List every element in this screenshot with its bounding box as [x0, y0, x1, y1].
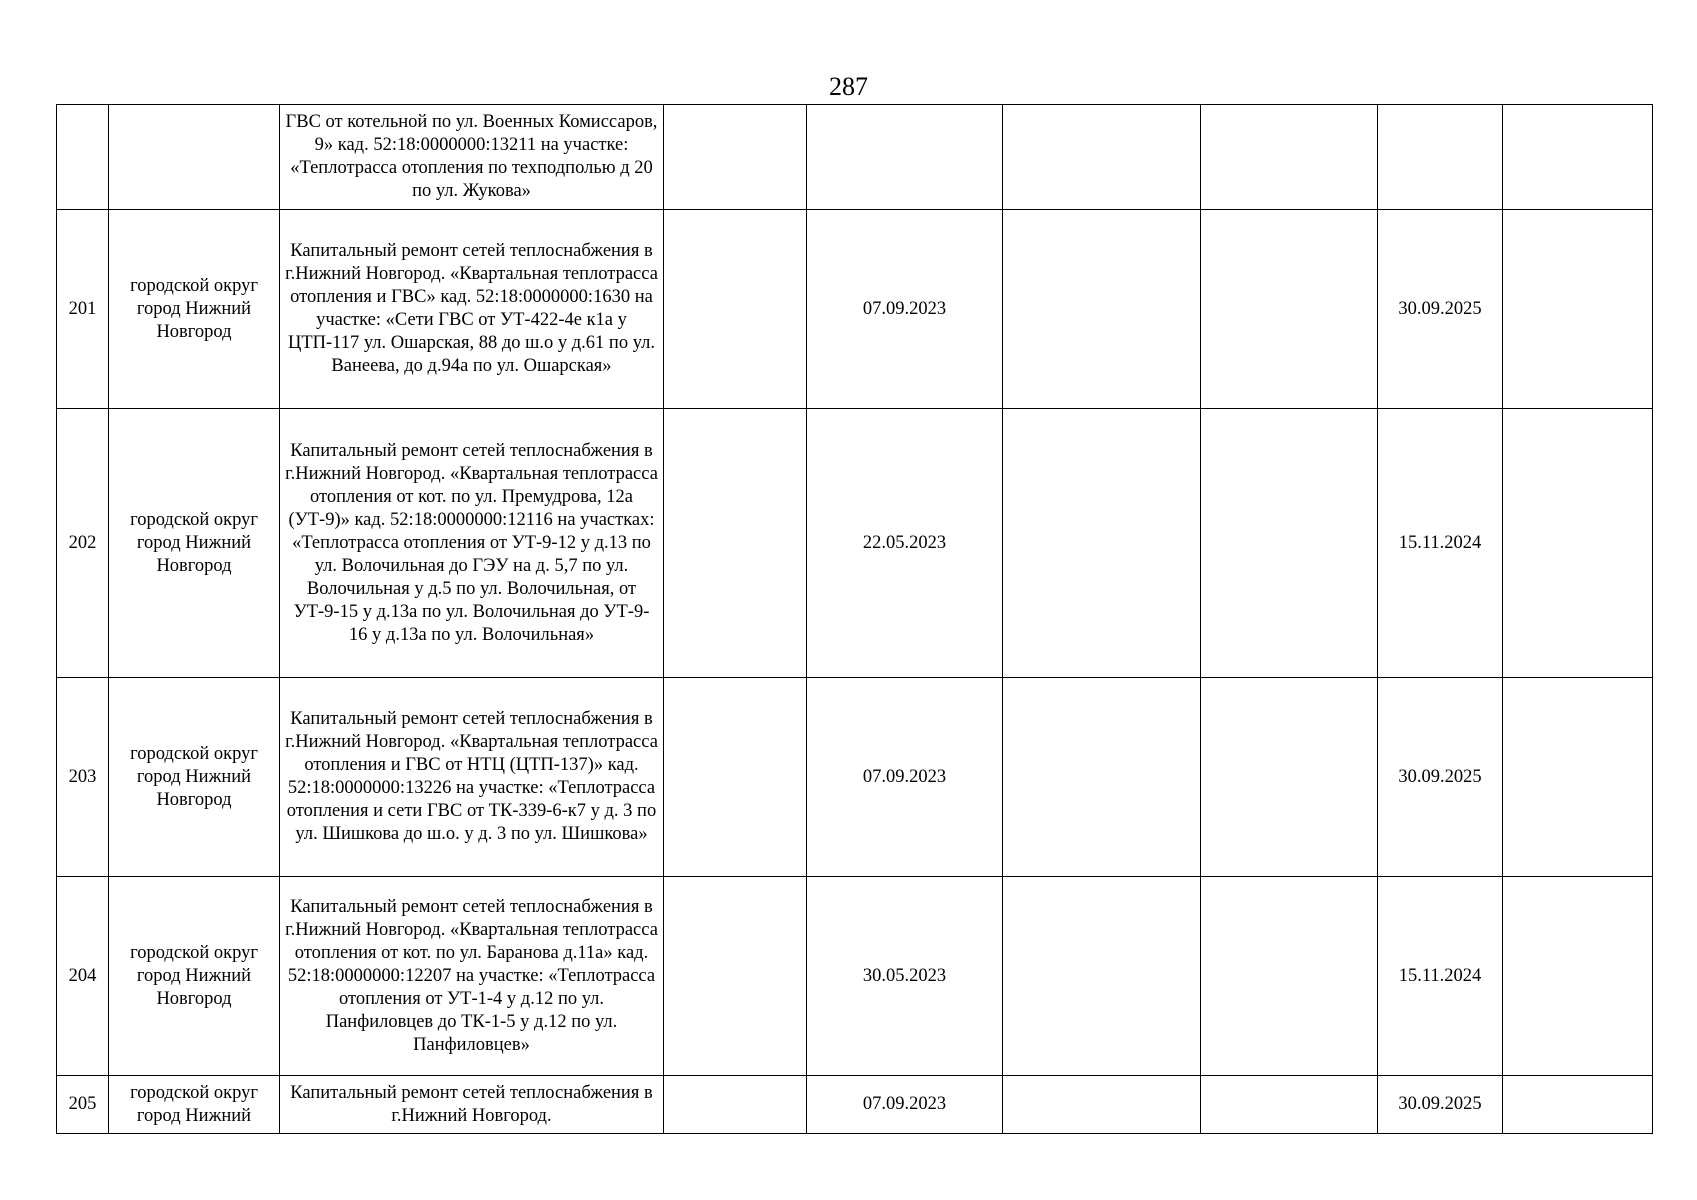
table-row — [57, 210, 1653, 409]
description-cell: Капитальный ремонт сетей теплоснабжения в г.Нижний Новгород. «Квартальная теплотрасса отопления от кот. по ул. Баранова д.11а» кад. 52:18:0000000:12207 на участке: «Теплотрасса отопления от УТ-1-4 у д.12 по ул. Панфиловцев до ТК-1-5 у д.12 по ул. Панфиловцев» — [280, 877, 664, 1076]
municipality-cell: городской округ город Нижний Новгород — [109, 409, 280, 678]
empty-cell — [1003, 1076, 1201, 1134]
start-date-cell: 07.09.2023 — [807, 1076, 1003, 1134]
empty-cell — [1503, 877, 1653, 1076]
table-row — [57, 678, 1653, 877]
end-date-cell: 15.11.2024 — [1378, 409, 1503, 678]
empty-cell — [664, 105, 807, 210]
end-date-cell: 30.09.2025 — [1378, 1076, 1503, 1134]
empty-cell — [664, 877, 807, 1076]
row-number: 202 — [57, 409, 109, 678]
municipality-cell: городской округ город Нижний Новгород — [109, 210, 280, 409]
empty-cell — [664, 210, 807, 409]
empty-cell — [1003, 210, 1201, 409]
empty-cell — [664, 409, 807, 678]
description-cell: Капитальный ремонт сетей теплоснабжения в г.Нижний Новгород. «Квартальная теплотрасса отопления от кот. по ул. Премудрова, 12а (УТ-9)» кад. 52:18:0000000:12116 на участках: «Теплотрасса отопления от УТ-9-12 у д.13 по ул. Волочильная до ГЭУ на д. 5,7 по ул. Волочильная у д.5 по ул. Волочильная, от УТ-9-15 у д.13а по ул. Волочильная до УТ-9-16 у д.13а по ул. Волочильная» — [280, 409, 664, 678]
empty-cell — [1503, 409, 1653, 678]
empty-cell — [1503, 105, 1653, 210]
empty-cell — [664, 678, 807, 877]
description-cell: ГВС от котельной по ул. Военных Комиссаров, 9» кад. 52:18:0000000:13211 на участке: «Теплотрасса отопления по техподполью д 20 по ул. Жукова» — [280, 105, 664, 210]
end-date-cell: 15.11.2024 — [1378, 877, 1503, 1076]
municipality-cell: городской округ город Нижний Новгород — [109, 877, 280, 1076]
end-date-cell: 30.09.2025 — [1378, 678, 1503, 877]
empty-cell — [1003, 877, 1201, 1076]
empty-cell — [1201, 409, 1378, 678]
empty-cell — [1503, 210, 1653, 409]
row-number: 201 — [57, 210, 109, 409]
end-date-cell: 30.09.2025 — [1378, 210, 1503, 409]
start-date-cell: 30.05.2023 — [807, 877, 1003, 1076]
empty-cell — [664, 1076, 807, 1134]
works-table — [56, 104, 1653, 1134]
start-date-cell: 22.05.2023 — [807, 409, 1003, 678]
empty-cell — [1201, 210, 1378, 409]
table-row — [57, 105, 1653, 210]
start-date-cell: 07.09.2023 — [807, 210, 1003, 409]
municipality-cell: городской округ город Нижний Новгород — [109, 678, 280, 877]
table-row — [57, 1076, 1653, 1134]
empty-cell — [1201, 1076, 1378, 1134]
description-cell: Капитальный ремонт сетей теплоснабжения в г.Нижний Новгород. «Квартальная теплотрасса отопления и ГВС от НТЦ (ЦТП-137)» кад. 52:18:0000000:13226 на участке: «Теплотрасса отопления и сети ГВС от ТК-339-6-к7 у д. 3 по ул. Шишкова до ш.о. у д. 3 по ул. Шишкова» — [280, 678, 664, 877]
row-number: 205 — [57, 1076, 109, 1134]
row-number — [57, 105, 109, 210]
row-number: 204 — [57, 877, 109, 1076]
municipality-cell — [109, 105, 280, 210]
table-row — [57, 409, 1653, 678]
start-date-cell — [807, 105, 1003, 210]
empty-cell — [1201, 105, 1378, 210]
empty-cell — [1201, 877, 1378, 1076]
page-number: 287 — [829, 72, 868, 101]
start-date-cell: 07.09.2023 — [807, 678, 1003, 877]
empty-cell — [1003, 678, 1201, 877]
municipality-cell: городской округ город Нижний — [109, 1076, 280, 1134]
empty-cell — [1003, 105, 1201, 210]
empty-cell — [1503, 1076, 1653, 1134]
table-row — [57, 877, 1653, 1076]
end-date-cell — [1378, 105, 1503, 210]
empty-cell — [1503, 678, 1653, 877]
description-cell: Капитальный ремонт сетей теплоснабжения в г.Нижний Новгород. — [280, 1076, 664, 1134]
description-cell: Капитальный ремонт сетей теплоснабжения в г.Нижний Новгород. «Квартальная теплотрасса отопления и ГВС» кад. 52:18:0000000:1630 на участке: «Сети ГВС от УТ-422-4е к1а у ЦТП-117 ул. Ошарская, 88 до ш.о у д.61 по ул. Ванеева, до д.94а по ул. Ошарская» — [280, 210, 664, 409]
empty-cell — [1003, 409, 1201, 678]
empty-cell — [1201, 678, 1378, 877]
row-number: 203 — [57, 678, 109, 877]
